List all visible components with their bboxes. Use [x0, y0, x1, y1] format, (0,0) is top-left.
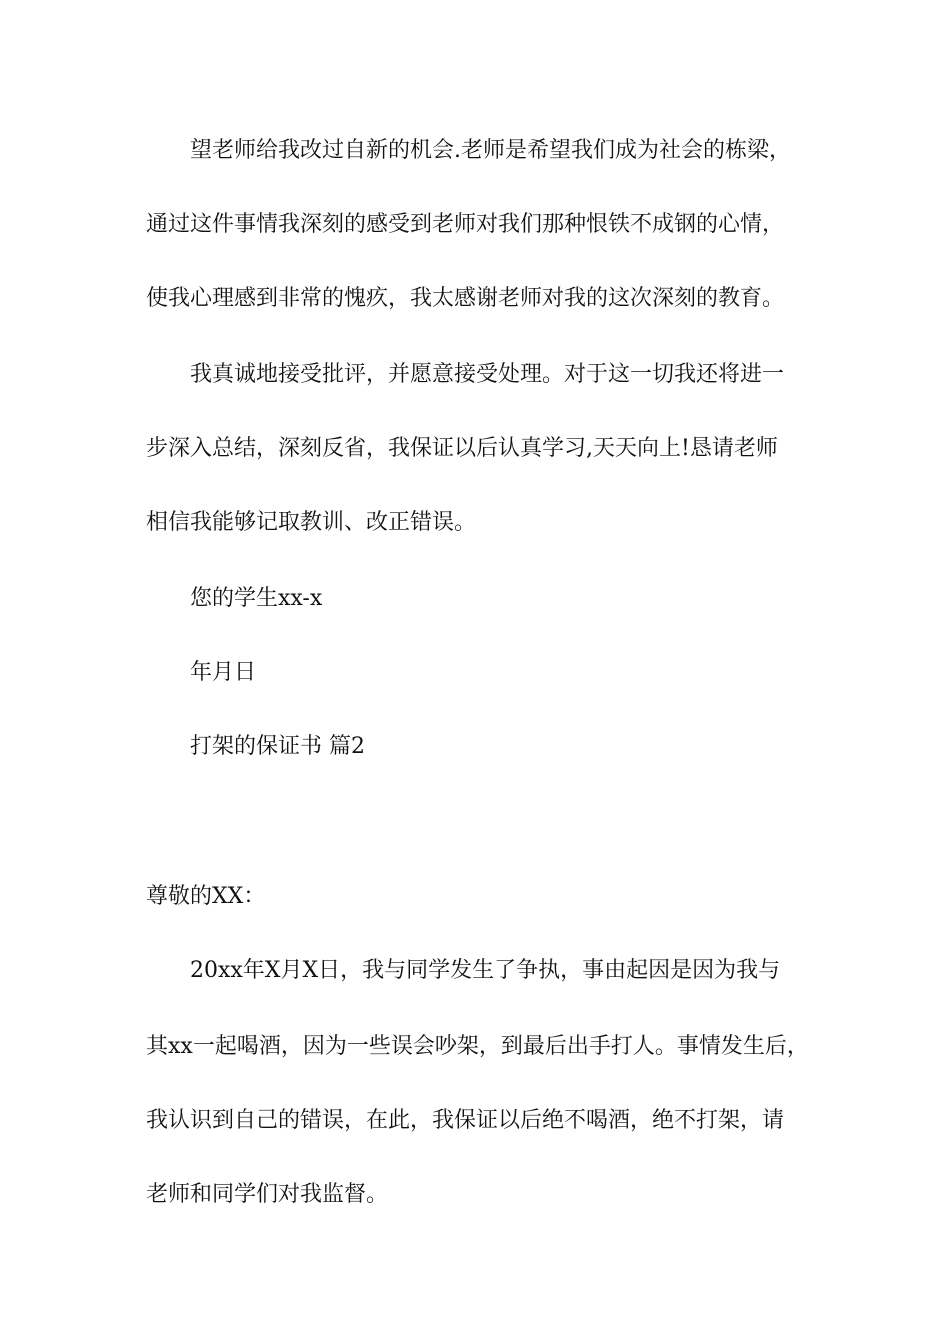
paragraph-line: 步深入总结，深刻反省，我保证以后认真学习,天天向上!恳请老师 — [146, 436, 778, 461]
paragraph-line: 我真诚地接受批评，并愿意接受处理。对于这一切我还将进一 — [190, 362, 785, 387]
paragraph-line: 20xx年X月X日，我与同学发生了争执，事由起因是因为我与 — [190, 958, 781, 983]
paragraph-line: 望老师给我改过自新的机会.老师是希望我们成为社会的栋梁， — [190, 138, 791, 163]
paragraph-line: 我认识到自己的错误，在此，我保证以后绝不喝酒，绝不打架，请 — [146, 1108, 785, 1133]
paragraph-line: 其xx一起喝酒，因为一些误会吵架，到最后出手打人。事情发生后， — [146, 1034, 809, 1059]
date-line: 年月日 — [190, 660, 257, 685]
salutation: 尊敬的XX： — [146, 884, 266, 909]
paragraph-line: 通过这件事情我深刻的感受到老师对我们那种恨铁不成钢的心情， — [146, 212, 785, 237]
paragraph-line: 相信我能够记取教训、改正错误。 — [146, 510, 477, 535]
paragraph-line: 使我心理感到非常的愧疚，我太感谢老师对我的这次深刻的教育。 — [146, 286, 785, 311]
paragraph-line: 老师和同学们对我监督。 — [146, 1182, 389, 1207]
signature-line: 您的学生xx-x — [190, 586, 323, 611]
section-title: 打架的保证书 篇2 — [190, 734, 365, 759]
